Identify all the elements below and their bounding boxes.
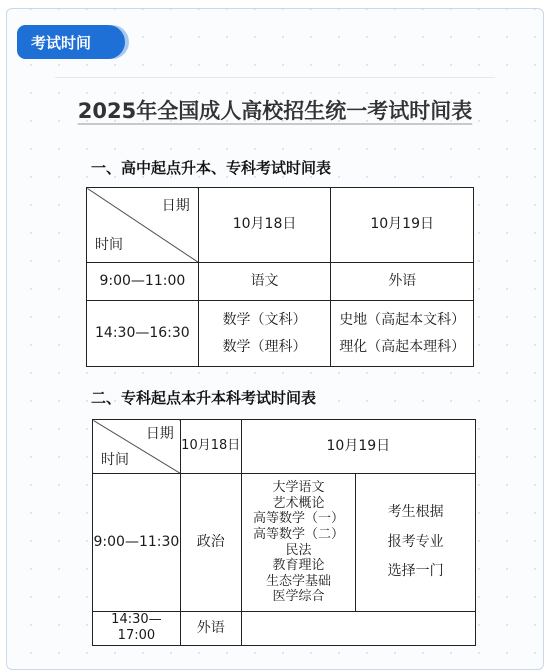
time-label: 时间: [95, 236, 123, 253]
subject-line: 高等数学（二）: [252, 526, 344, 542]
subject-line: 数学（文科）: [222, 311, 307, 328]
note-line: 考生根据: [387, 504, 444, 521]
time-cell: 9:00—11:00: [87, 263, 199, 301]
subject-list-cell: [241, 474, 356, 612]
section2-heading: 二、专科起点本升本科考试时间表: [91, 389, 317, 407]
subject-line: 理化（高起本理科）: [339, 338, 466, 355]
date-label: 日期: [161, 198, 190, 214]
note-cell: [356, 474, 476, 612]
subject-cell: 政治: [180, 474, 241, 612]
subject-line: 艺术概论: [272, 495, 325, 511]
col-header-oct18: 10月18日: [198, 188, 331, 263]
time-label: 时间: [101, 451, 129, 468]
time-cell: 14:30—16:30: [87, 301, 199, 367]
date-label: 日期: [145, 426, 174, 442]
time-cell: 9:00—11:30: [93, 474, 181, 612]
subject-line: 生态学基础: [265, 573, 331, 589]
schedule-table-2: [92, 419, 476, 646]
empty-cell: [241, 612, 475, 646]
subject-line: 大学语文: [272, 480, 325, 496]
section-tag: 考试时间: [17, 25, 125, 59]
subject-cell: 外语: [331, 263, 474, 301]
diagonal-header-cell: [93, 420, 181, 474]
subject-cell: 外语: [180, 612, 241, 646]
subject-line: 教育理论: [272, 558, 325, 574]
schedule-table-1: [86, 187, 474, 367]
note-line: 选择一门: [387, 563, 444, 580]
subject-cell: [331, 301, 474, 367]
col-header-oct18: 10月18日: [180, 420, 241, 474]
subject-line: 数学（理科）: [222, 338, 307, 355]
col-header-oct19: 10月19日: [241, 420, 475, 474]
time-cell: 14:30—17:00: [93, 612, 181, 646]
subject-line: 史地（高起本文科）: [339, 311, 466, 328]
subject-line: 高等数学（一）: [252, 511, 344, 527]
subject-line: 医学综合: [272, 589, 325, 605]
page-title: 2025年全国成人高校招生统一考试时间表: [77, 99, 473, 123]
subject-line: 民法: [285, 542, 312, 558]
section1-heading: 一、高中起点升本、专科考试时间表: [91, 159, 332, 177]
subject-cell: 语文: [198, 263, 331, 301]
diagonal-header-cell: [87, 188, 199, 263]
content-card: [6, 8, 544, 670]
col-header-oct19: 10月19日: [331, 188, 474, 263]
subject-cell: [198, 301, 331, 367]
note-line: 报考专业: [387, 533, 444, 550]
divider: [55, 77, 495, 78]
